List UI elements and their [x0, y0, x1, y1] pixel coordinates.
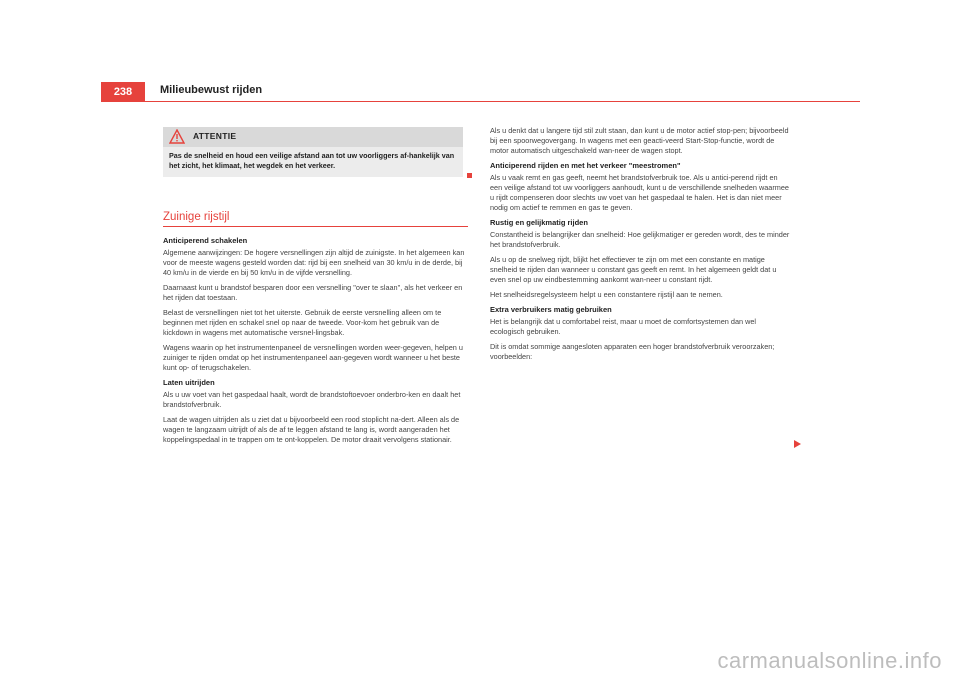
paragraph: Laat de wagen uitrijden als u ziet dat u bijvoorbeeld een rood stoplicht na-dert. Alleen als de wagen te langzaam uitrijdt of als de af te leggen afstand te lang is, wordt aangeraden het koppelingspedaal in te trappen om te ont-koppelen. De motor draait vervolgens stationair. [163, 415, 460, 444]
continue-arrow-icon [794, 440, 801, 448]
section-end-marker [467, 173, 472, 178]
paragraph: Als u uw voet van het gaspedaal haalt, wordt de brandstoftoevoer onderbro-ken en daalt het brandstofverbruik. [163, 390, 461, 409]
paragraph: Als u op de snelweg rijdt, blijkt het effectiever te zijn om met een constante en matige snelheid te rijden dan wanneer u constant gas geeft en remt. In het algemeen geldt dat u even snel op uw eindbestemming aankomt wan-neer u constant rijdt. [490, 255, 777, 284]
paragraph: Dit is omdat sommige aangesloten apparaten een hoger brandstofverbruik veroorzaken; voorbeelden: [490, 342, 775, 361]
warning-title: ATTENTIE [193, 131, 237, 141]
subheading: Anticiperend schakelen [163, 236, 248, 245]
section-title: Zuinige rijstijl [163, 211, 230, 223]
paragraph: Belast de versnellingen niet tot het uiterste. Gebruik de eerste versnelling alleen om te beginnen met rijden en schakel snel op naar de tweede. Voor-kom het gebruik van de kickdown in wagens met automatische versnel-lingsbak. [163, 308, 442, 337]
subheading: Anticiperend rijden en met het verkeer "meestromen" [490, 161, 681, 170]
paragraph: Wagens waarin op het instrumentenpaneel de versnellingen worden weer-gegeven, helpen u zuiniger te rijden omdat op het instrumentenpaneel aan-gegeven wordt wanneer u het beste kunt op- of terugschakelen. [163, 343, 463, 372]
paragraph: Het snelheidsregelsysteem helpt u een constantere rijstijl aan te nemen. [490, 290, 723, 299]
header-divider [145, 101, 860, 102]
warning-text: Pas de snelheid en houd een veilige afstand aan tot uw voorliggers af-hankelijk van het zicht, het klimaat, het wegdek en het verkeer. [163, 147, 463, 177]
subheading: Rustig en gelijkmatig rijden [490, 218, 588, 227]
watermark: carmanualsonline.info [717, 648, 942, 673]
warning-triangle-icon [169, 129, 185, 144]
warning-box [163, 127, 463, 177]
paragraph: Constantheid is belangrijker dan snelheid: Hoe gelijkmatiger er gereden wordt, des te minder het brandstofverbruik. [490, 230, 790, 249]
right-column [490, 126, 790, 367]
paragraph: Daarnaast kunt u brandstof besparen door een versnelling "over te slaan", als het verkeer en het rijden dat toestaan. [163, 283, 463, 302]
subheading: Laten uitrijden [163, 378, 215, 387]
chapter-title: Milieubewust rijden [160, 84, 263, 96]
section-divider [163, 226, 468, 227]
paragraph: Algemene aanwijzingen: De hogere versnellingen zijn altijd de zuinigste. In het algemeen kan voor de meeste wagens gesteld worden dat: rijd bij een snelheid van 30 km/u in de derde, bij 40 km/u in de vierde en bij 50 km/u in de vijfde versnelling. [163, 248, 465, 277]
subheading: Extra verbruikers matig gebruiken [490, 305, 612, 314]
paragraph: Als u denkt dat u langere tijd stil zult staan, dan kunt u de motor actief stop-pen; bijvoorbeeld bij een spoorwegovergang. In wagens met een geacti-veerd Start-Stop-functie, wordt de motor automatisch uitgeschakeld wan-neer de wagen stopt. [490, 126, 789, 155]
page-number: 238 [101, 82, 145, 102]
warning-header [163, 127, 463, 147]
paragraph: Het is belangrijk dat u comfortabel reist, maar u moet de comfortsystemen dan wel ecologisch gebruiken. [490, 317, 757, 336]
left-column [163, 236, 468, 450]
paragraph: Als u vaak remt en gas geeft, neemt het brandstofverbruik toe. Als u antici-perend rijdt en een veilige afstand tot uw voorliggers aanhoudt, kunt u de verschillende snelheden waarmee u rijdt compenseren door slechts uw voet van het gaspedaal te halen. Het is dan niet meer nodig om actief te remmen en gas te geven. [490, 173, 789, 212]
